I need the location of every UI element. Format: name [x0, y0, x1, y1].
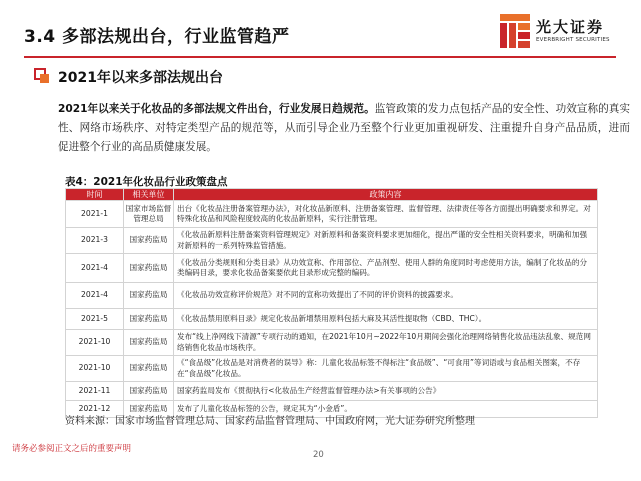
intro-lead: 2021年以来关于化妆品的多部法规文件出台，行业发展日趋规范。 [58, 103, 375, 115]
column-header-content: 政策内容 [174, 189, 598, 201]
row-unit: 国家药监局 [124, 228, 174, 254]
disclaimer-link[interactable]: 请务必参阅正文之后的重要声明 [12, 444, 132, 454]
logo-english-name: EVERBRIGHT SECURITIES [536, 37, 610, 43]
intro-paragraph [58, 100, 630, 157]
page-header [0, 0, 641, 62]
row-unit: 国家药监局 [124, 283, 174, 309]
row-time: 2021-12 [66, 401, 124, 418]
table-row [66, 309, 598, 330]
section-heading: 2021年以来多部法规出台 [58, 70, 223, 86]
table-row [66, 254, 598, 283]
row-content: 发布了儿童化妆品标签的公告，规定其为“小金盾”。 [174, 401, 598, 418]
page-number: 20 [313, 450, 324, 460]
row-unit: 国家市场监督管理总局 [124, 201, 174, 228]
table-row [66, 382, 598, 401]
table-row [66, 228, 598, 254]
row-unit: 国家药监局 [124, 356, 174, 382]
row-content: 《化妆品功效宣称评价规范》对不同的宣称功效提出了不同的评价资料的披露要求。 [174, 283, 598, 309]
column-header-time: 时间 [66, 189, 124, 201]
intro-body: 监管政策的发力点包括产品的安全性、功效宣称的真实性、网络市场秩序、对特定类型产品的规范等，从而引导企业乃至整个行业更加重视研发、注重提升自身产品品质，进而促进整个行业的高品质健康发展。 [58, 103, 631, 153]
page-title: 3.4 多部法规出台，行业监管趋严 [24, 27, 290, 47]
table-header-row [66, 189, 598, 201]
logo-chinese-name: 光大证券 [536, 18, 605, 36]
table-row [66, 356, 598, 382]
row-content: 《“食品级”化妆品是对消费者的误导》称：儿童化妆品标签不得标注“食品级”、“可食用”等词语或与食品相关图案，不存在“食品级”化妆品。 [174, 356, 598, 382]
row-content: 《化妆品新原料注册备案资料管理规定》对新原料和备案资料要求更加细化，提出严谨的安全性相关资料要求，明确和加强对新原料的一系列特殊监管措施。 [174, 228, 598, 254]
table-caption: 表4：2021年化妆品行业政策盘点 [65, 176, 228, 188]
table-row [66, 283, 598, 309]
policy-table [65, 188, 598, 418]
row-unit: 国家药监局 [124, 254, 174, 283]
everbright-logo-icon [500, 14, 530, 48]
row-time: 2021-3 [66, 228, 124, 254]
row-time: 2021-10 [66, 330, 124, 356]
section-bullet-icon [34, 68, 50, 84]
row-unit: 国家药监局 [124, 330, 174, 356]
header-divider [24, 56, 616, 58]
row-time: 2021-10 [66, 356, 124, 382]
row-time: 2021-4 [66, 254, 124, 283]
row-content: 《化妆品禁用原料目录》规定化妆品新增禁用原料包括大麻及其活性提取物（CBD、THC）。 [174, 309, 598, 330]
row-content: 出台《化妆品注册备案管理办法》，对化妆品新原料、注册备案管理、监督管理、法律责任等各方面提出明确要求和界定。对特殊化妆品和风险程度较高的化妆品新原料，实行注册管理。 [174, 201, 598, 228]
row-content: 国家药监局发布《贯彻执行<化妆品生产经营监督管理办法>有关事项的公告》 [174, 382, 598, 401]
row-time: 2021-1 [66, 201, 124, 228]
row-unit: 国家药监局 [124, 309, 174, 330]
row-content: 《化妆品分类规则和分类目录》从功效宣称、作用部位、产品剂型、使用人群的角度同时考虑使用方法，编制了化妆品的分类编码目录，要求化妆品备案要依此目录形成完整的编码。 [174, 254, 598, 283]
row-time: 2021-4 [66, 283, 124, 309]
table-row [66, 330, 598, 356]
table-row [66, 201, 598, 228]
row-time: 2021-11 [66, 382, 124, 401]
row-unit: 国家药监局 [124, 401, 174, 418]
column-header-unit: 相关单位 [124, 189, 174, 201]
company-logo [500, 12, 626, 52]
row-unit: 国家药监局 [124, 382, 174, 401]
row-content: 发布“线上净网线下清源”专项行动的通知，在2021年10月~2022年10月期间会强化治理网络销售化妆品违法乱象、规范网络销售化妆品市场秩序。 [174, 330, 598, 356]
row-time: 2021-5 [66, 309, 124, 330]
data-source-note: 资料来源：国家市场监督管理总局、国家药品监督管理局、中国政府网，光大证券研究所整理 [65, 416, 475, 427]
